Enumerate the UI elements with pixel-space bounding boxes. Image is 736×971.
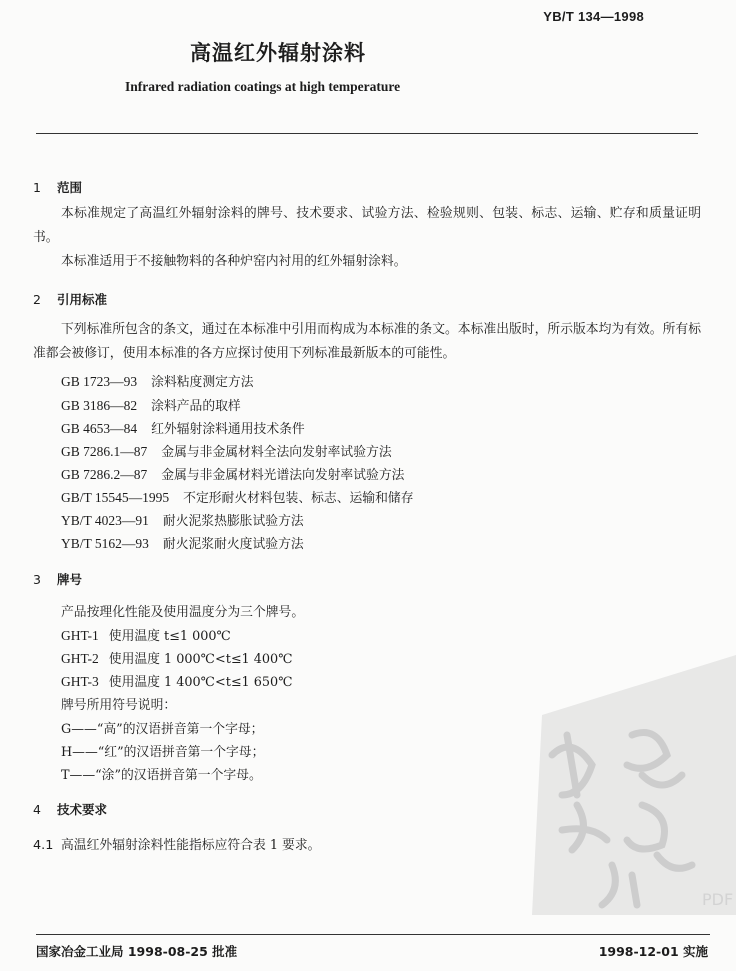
ref-item: GB 3186—82 涂料产品的取样 [61,398,241,414]
ref-item: YB/T 5162—93 耐火泥浆耐火度试验方法 [61,536,304,552]
clause-4-1: 4.1 高温红外辐射涂料性能指标应符合表 1 要求。 [33,838,321,853]
grade-item: GHT-2 使用温度 1 000℃<t≤1 400℃ [61,651,293,667]
ref-item: GB/T 15545—1995 不定形耐火材料包装、标志、运输和储存 [61,490,414,506]
grade-item: GHT-1 使用温度 t≤1 000℃ [61,628,231,644]
grade-item: GHT-3 使用温度 1 400℃<t≤1 650℃ [61,674,293,690]
watermark-text: PDF [702,890,734,909]
symbol-item: G——“高”的汉语拼音第一个字母； [61,722,264,737]
ref-item: GB 7286.1—87 金属与非金属材料全法向发射率试验方法 [61,444,392,460]
title-english: Infrared radiation coatings at high temperature [125,79,401,94]
approval-date: 国家冶金工业局 1998-08-25 批准 [36,944,238,959]
symbol-intro: 牌号所用符号说明： [61,698,177,713]
section-1-heading: 1 范围 [33,180,83,195]
ref-item: GB 4653—84 红外辐射涂料通用技术条件 [61,421,305,437]
title-chinese: 高温红外辐射涂料 [190,41,366,65]
section-2-heading: 2 引用标准 [33,292,108,307]
ref-item: GB 7286.2—87 金属与非金属材料光谱法向发射率试验方法 [61,467,405,483]
section-3-intro: 产品按理化性能及使用温度分为三个牌号。 [61,605,305,620]
footer-rule [36,934,710,935]
section-2-para-1: 下列标准所包含的条文，通过在本标准中引用而构成为本标准的条文。本标准出版时，所示版本均为有效。所有标准都会被修订，使用本标准的各方应探讨使用下列标准最新版本的可能性。 [33,322,701,361]
section-1-para-1: 本标准规定了高温红外辐射涂料的牌号、技术要求、试验方法、检验规则、包装、标志、运输、贮存和质量证明书。 [33,206,701,245]
symbol-item: T——“涂”的汉语拼音第一个字母。 [61,768,262,783]
ref-item: GB 1723—93 涂料粘度测定方法 [61,374,254,390]
symbol-item: H——“红”的汉语拼音第一个字母； [61,745,265,760]
ref-item: YB/T 4023—91 耐火泥浆热膨胀试验方法 [61,513,304,529]
watermark-stamp [492,655,736,915]
standard-code: YB/T 134—1998 [543,9,644,24]
section-3-heading: 3 牌号 [33,572,83,587]
section-4-heading: 4 技术要求 [33,802,108,817]
implementation-date: 1998-12-01 实施 [598,944,708,959]
section-1-para-2: 本标准适用于不接触物料的各种炉窑内衬用的红外辐射涂料。 [61,254,407,269]
